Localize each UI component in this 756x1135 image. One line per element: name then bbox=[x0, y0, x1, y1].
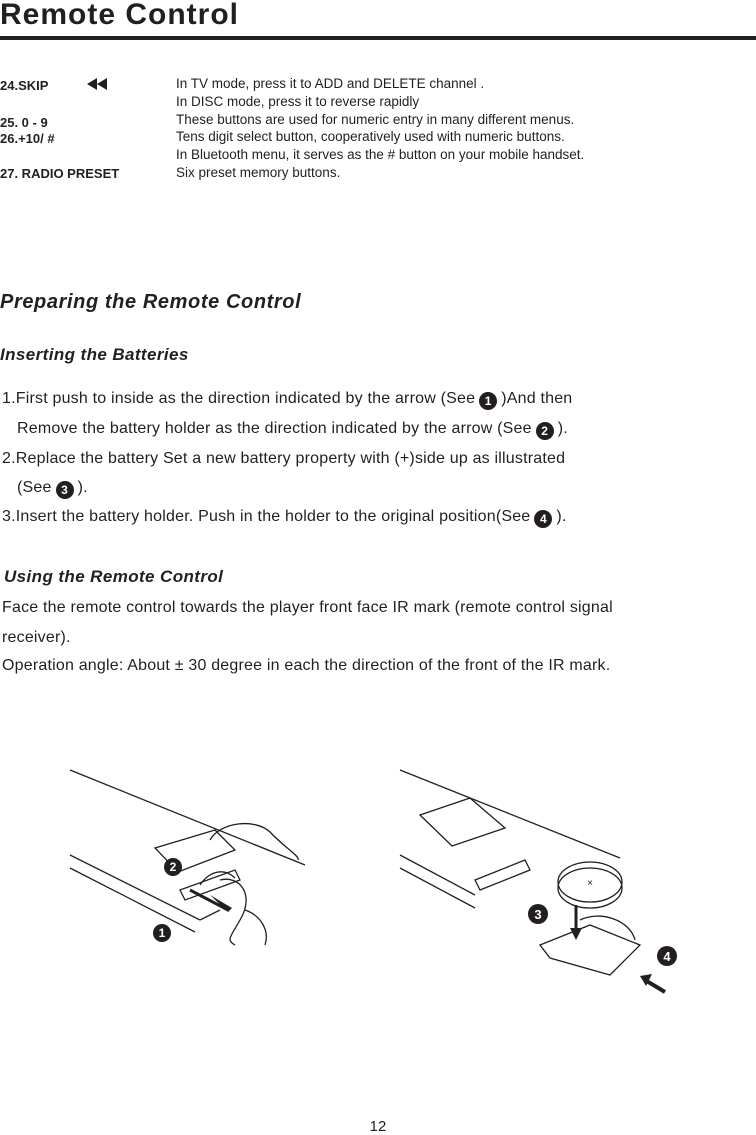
desc-line: In DISC mode, press it to reverse rapidly bbox=[176, 94, 420, 109]
key-label-radio-preset: 27. RADIO PRESET bbox=[0, 166, 120, 181]
subheading-inserting-batteries: Inserting the Batteries bbox=[0, 345, 189, 364]
key-label-plus10: 26.+10/ # bbox=[0, 131, 55, 146]
step-badge: 2 bbox=[536, 422, 554, 440]
battery-mark: × bbox=[587, 878, 593, 889]
step-badge: 3 bbox=[56, 481, 74, 499]
title-divider bbox=[0, 36, 756, 40]
diagram-badge-label: 3 bbox=[534, 907, 542, 922]
key-label-skip: 24.SKIP bbox=[0, 78, 49, 93]
desc-line: Tens digit select button, cooperatively used with numeric buttons. bbox=[176, 129, 565, 144]
subheading-using-remote: Using the Remote Control bbox=[4, 567, 224, 586]
battery-step: 3.Insert the battery holder. Push in the holder to the original position(See 4 ). bbox=[2, 508, 567, 526]
desc-line: Six preset memory buttons. bbox=[176, 165, 341, 180]
diagram-badge-label: 2 bbox=[169, 860, 177, 874]
step-badge: 4 bbox=[534, 510, 552, 528]
page-title: Remote Control bbox=[0, 0, 239, 31]
key-label-digits: 25. 0 - 9 bbox=[0, 115, 48, 130]
remove-holder-illustration bbox=[60, 760, 310, 960]
skip-back-icon bbox=[87, 78, 107, 90]
battery-step: 2.Replace the battery Set a new battery property with (+)side up as illustrated bbox=[2, 450, 566, 467]
diagram-badge-label: 4 bbox=[663, 949, 671, 964]
page-number: 12 bbox=[369, 1118, 387, 1135]
usage-line: Face the remote control towards the player front face IR mark (remote control signal bbox=[2, 599, 613, 616]
battery-step: 1.First push to inside as the direction indicated by the arrow (See 1 )And then bbox=[2, 390, 573, 408]
desc-line: These buttons are used for numeric entry in many different menus. bbox=[176, 112, 575, 127]
step-badge: 1 bbox=[479, 392, 497, 410]
battery-step: Remove the battery holder as the direction indicated by the arrow (See 2 ). bbox=[17, 420, 568, 438]
diagram-badge-label: 1 bbox=[158, 926, 166, 940]
usage-line: Operation angle: About ± 30 degree in each the direction of the front of the IR mark. bbox=[2, 657, 611, 674]
usage-line: receiver). bbox=[2, 629, 71, 646]
section-heading-preparing: Preparing the Remote Control bbox=[0, 291, 302, 313]
desc-line: In Bluetooth menu, it serves as the # button on your mobile handset. bbox=[176, 147, 585, 162]
battery-step: (See 3 ). bbox=[17, 479, 88, 497]
insert-battery-illustration bbox=[390, 760, 690, 1000]
desc-line: In TV mode, press it to ADD and DELETE channel . bbox=[176, 76, 485, 91]
